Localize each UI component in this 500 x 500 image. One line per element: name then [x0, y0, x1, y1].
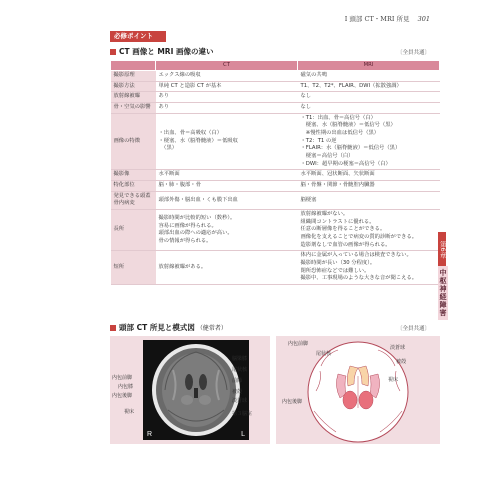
table-row: [111, 191, 440, 209]
ct-label-putamen: 被殻: [232, 389, 243, 395]
ct-label-globus-pallidus: 淡蒼球: [232, 398, 248, 404]
ct-label-internal-capsule-anterior: 内包前脚: [112, 375, 133, 381]
mri-cell-line: 画像化を支えることで病変の質的診断ができる。: [300, 234, 418, 241]
mri-cell-line: ・T1：出血、骨＝高信号（白）: [300, 114, 376, 121]
section1-note: 〔全員共通〕: [396, 50, 430, 56]
table-header-blank: [111, 61, 156, 71]
ct-cell-line: 放射線被曝がある。: [158, 263, 207, 270]
mri-cell-line: T1、T2、T2*、FLAIR、DWI（拡散強調）: [300, 82, 402, 89]
section2-subtitle: （健常者）: [196, 325, 227, 332]
mri-cell: [298, 170, 440, 181]
ct-cell-line: 単純 CT と造影 CT が基本: [158, 82, 222, 89]
running-header: [345, 14, 430, 23]
schematic-label-internal-capsule-posterior: 内包後脚: [282, 399, 303, 405]
ct-cell-line: あり: [158, 93, 170, 100]
mri-cell-line: 撮影中、工事現場のような大きな音が聞こえる。: [300, 275, 418, 282]
table-header-row: [111, 61, 440, 71]
mri-cell-line: ※慢性期の出血は低信号（黒）: [300, 130, 380, 137]
ct-cell-line: 容易に画像が得られる。: [158, 222, 217, 229]
row-label: 長所: [111, 210, 156, 251]
square-bullet-icon: [110, 325, 116, 331]
mri-cell-line: 梗塞、水（脳脊髄液）＝低信号（黒）: [300, 122, 396, 129]
ct-cell-line: 頭部出血の際への適応が高い。: [158, 230, 233, 237]
running-header-section: Ⅰ 頭部 CT・MRI 所見: [344, 15, 410, 23]
ct-cell: [156, 81, 298, 92]
mri-cell: [298, 92, 440, 103]
ct-cell: [156, 181, 298, 192]
section2-note: 〔全員共通〕: [396, 326, 430, 332]
ct-figure: [110, 336, 270, 444]
mri-cell: [298, 181, 440, 192]
mri-cell-line: なし: [300, 104, 312, 111]
mri-cell-line: 体内に金属が入っている場合は検査できない。: [300, 252, 412, 259]
ct-cell: [156, 191, 298, 209]
mri-cell: [298, 103, 440, 114]
table-row: [111, 92, 440, 103]
row-label: 特化部位: [111, 181, 156, 192]
ct-label-third-ventricle: 第３脳室: [232, 411, 253, 417]
table-row: [111, 103, 440, 114]
chapter-title: 中枢神経障害: [438, 266, 448, 320]
ct-cell: [156, 71, 298, 82]
mri-cell-line: 磁気の共鳴: [300, 72, 327, 78]
mri-cell-line: なし: [300, 93, 312, 100]
table-row: [111, 251, 440, 285]
brain-schematic-drawing: [276, 336, 440, 444]
ct-cell: [156, 170, 298, 181]
mri-cell-line: 脳梗塞: [300, 196, 317, 203]
mri-cell-line: 閉所恐怖症などでは難しい。: [300, 267, 370, 274]
ct-cell-line: ・出血、骨＝高吸収（白）: [158, 130, 223, 137]
row-label: 撮影方法: [111, 81, 156, 92]
ct-cell-line: （黒）: [158, 145, 178, 152]
right-marker: R: [147, 431, 153, 438]
table-row: [111, 71, 440, 82]
schematic-label-globus-pallidus: 淡蒼球: [390, 345, 406, 351]
ct-label-claustrum: 前障: [232, 378, 243, 384]
ct-cell: [156, 92, 298, 103]
schematic-label-caudate: 尾状核: [316, 351, 332, 357]
table-row: [111, 81, 440, 92]
mri-cell-line: 任意の断層像を得ることができる。: [300, 226, 386, 233]
ct-cell-line: エックス線の吸収: [158, 72, 201, 78]
ct-cell: [156, 103, 298, 114]
row-label: 骨・空気の影響: [111, 103, 156, 114]
ct-cell-line: 脳・肺・腹部・骨: [158, 182, 201, 189]
section2-title: [110, 322, 227, 333]
ct-cell: [156, 251, 298, 285]
ct-cell-line: 骨の情報が得られる。: [158, 237, 212, 244]
ct-label-internal-capsule-genu: 内包膝: [118, 384, 134, 390]
row-label: 発見できる頭蓋骨内病変: [111, 191, 156, 209]
mri-cell-line: 造影剤なしで血管の画像が得られる。: [300, 241, 391, 248]
chapter-number: 第6章: [438, 232, 446, 266]
table-row: [111, 181, 440, 192]
ct-label-internal-capsule-posterior: 内包後脚: [112, 393, 133, 399]
mri-cell: [298, 81, 440, 92]
section1-title-text: CT 画像と MRI 画像の違い: [119, 47, 214, 56]
table-row: [111, 210, 440, 251]
section2-title-text: 頭部 CT 所見と模式図: [119, 323, 195, 332]
left-marker: L: [241, 431, 245, 438]
mri-cell: [298, 210, 440, 251]
row-label: 画像の特徴: [111, 113, 156, 170]
mri-cell: [298, 71, 440, 82]
ct-cell-line: ・梗塞、水（脳脊髄液）＝低吸収: [158, 137, 238, 144]
ct-label-caudate: 尾状核: [232, 367, 248, 373]
section1-title: [110, 46, 213, 57]
row-label: 放射線被曝: [111, 92, 156, 103]
table-row: [111, 113, 440, 170]
table-row: [111, 170, 440, 181]
square-bullet-icon: [110, 49, 116, 55]
ct-mri-comparison-table: [110, 60, 440, 285]
page-number: 301: [417, 15, 430, 23]
chapter-tab[interactable]: [438, 232, 456, 320]
mri-cell-line: ・DWI：超早期の梗塞＝高信号（白）: [300, 160, 391, 167]
row-label: 撮影原理: [111, 71, 156, 82]
table-header-mri: MRI: [298, 61, 440, 71]
ct-cell: [156, 113, 298, 170]
mri-cell-line: 梗塞＝高信号（白）: [300, 153, 354, 160]
mri-cell-line: 組織間コントラストに優れる。: [300, 218, 375, 225]
schematic-label-thalamus: 視床: [388, 377, 399, 383]
row-label: 短所: [111, 251, 156, 285]
ct-cell-line: 水平断面: [158, 171, 180, 178]
schematic-label-putamen: 被殻: [396, 359, 407, 365]
mri-cell-line: 水平断面、冠状断面、矢状断面: [300, 171, 375, 178]
ct-cell-line: あり: [158, 104, 170, 111]
schematic-label-internal-capsule-anterior: 内包前脚: [288, 341, 309, 347]
ct-label-thalamus: 視床: [124, 409, 135, 415]
ct-cell-line: 頭部外傷・脳出血・くも膜下出血: [158, 196, 238, 203]
ct-cell-line: 撮影時間が比較的短い（数秒）。: [158, 214, 236, 221]
table-header-ct: CT: [156, 61, 298, 71]
mri-cell-line: ・FLAIR：水（脳脊髄液）＝低信号（黒）: [300, 145, 401, 152]
mri-cell: [298, 191, 440, 209]
mri-cell-line: 脳・骨盤・関節・骨髄腔内臓器: [300, 182, 375, 189]
row-label: 撮影像: [111, 170, 156, 181]
ct-cell: [156, 210, 298, 251]
ct-label-corpus-callosum-genu: 脳梁膝: [232, 356, 248, 362]
mri-cell: [298, 251, 440, 285]
mri-cell-line: ・T2：T1 の逆: [300, 137, 337, 144]
mri-cell-line: 放射線被曝がない。: [300, 211, 349, 218]
must-point-tag: 必修ポイント: [110, 31, 166, 42]
mri-cell-line: 撮影時間が長い（30 分程度）。: [300, 260, 376, 267]
schematic-figure: [276, 336, 440, 444]
mri-cell: [298, 113, 440, 170]
